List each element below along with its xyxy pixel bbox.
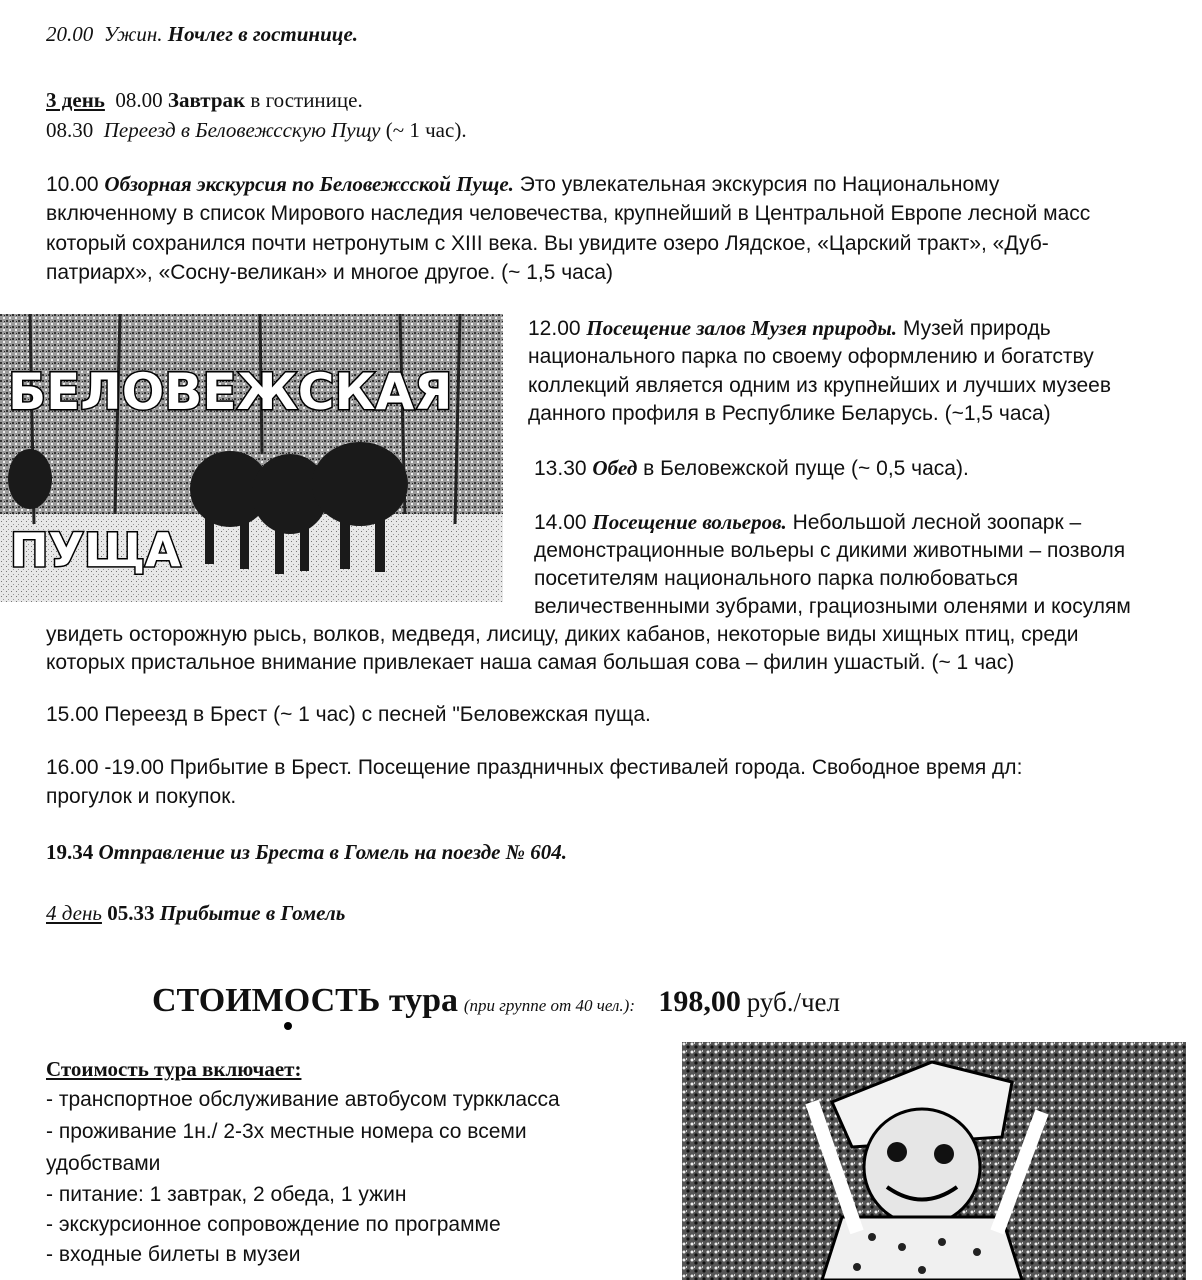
enclosures-line-1: 14.00 Посещение вольеров. Небольшой лесной зоопарк – [534,510,1082,534]
enclosures-line-6: которых пристальное внимание привлекает наша самая большая сова – филин ушастый. (~ 1 час) [46,651,1015,674]
excursion-line-4: патриарх», «Сосну-великан» и многое другое. (~ 1,5 часа) [46,261,614,284]
museum-line-3: коллекций является одним из крупнейших и лучших музеев [528,374,1112,397]
museum-line-2: национального парка по своему оформлению и богатству [528,345,1094,368]
enclosures-line-3: посетителям национального парка полюбоваться [534,567,1019,590]
train-departure-line: 19.34 Отправление из Бреста в Гомель на поезде № 604. [46,840,567,864]
includes-item: удобствами [46,1152,161,1175]
lunch-line: 13.30 Обед в Беловежской пуще (~ 0,5 часа). [534,456,969,480]
museum-line-4: данного профиля в Республике Беларусь. (~1,5 часа) [528,402,1051,425]
enclosures-line-5: увидеть осторожную рысь, волков, медведя, лисицу, диких кабанов, некоторые виды хищных птиц, среди [46,623,1079,646]
belovezhskaya-pushcha-poster [0,314,503,602]
excursion-line-2: включенному в список Мирового наследия человечества, крупнейший в Центральной Европе лесной масс [46,202,1091,225]
includes-item: - экскурсионное сопровождение по программе [46,1213,501,1236]
excursion-line-1: 10.00 Обзорная экскурсия по Беловежсской Пуще. Это увлекательная экскурсия по Национальному [46,172,1000,196]
enclosures-line-4: величественными зубрами, грациозными оленями и косулям [534,595,1131,618]
includes-item: - входные билеты в музеи [46,1243,301,1266]
arrival-brest-line-1: 16.00 -19.00 Прибытие в Брест. Посещение праздничных фестивалей города. Свободное время дл: [46,756,1023,779]
excursion-line-3: который сохранился почти нетронутым с XIII века. Вы увидите озеро Лядское, «Царский тракт», «Дуб- [46,232,1049,255]
includes-item: - транспортное обслуживание автобусом турккласса [46,1088,560,1111]
includes-heading: Стоимость тура включает: [46,1057,302,1081]
poster-title-line1: БЕЛОВЕЖСКАЯ [8,363,453,421]
poster-title-line2: ПУЩА [10,523,181,577]
museum-line-1: 12.00 Посещение залов Музея природы. Музей природь [528,316,1051,340]
price-heading: СТОИМОСТЬ тура (при группе от 40 чел.): 198,00 руб./чел [152,982,841,1019]
arrival-brest-line-2: прогулок и покупок. [46,785,237,808]
day3-transfer-line: 08.30 Переезд в Беловежсскую Пущу (~ 1 час). [46,118,467,142]
includes-item: - питание: 1 завтрак, 2 обеда, 1 ужин [46,1183,407,1206]
transfer-brest-line: 15.00 Переезд в Брест (~ 1 час) с песней "Беловежская пуща. [46,703,651,726]
festival-photo [682,1042,1186,1280]
day4-arrival-line: 4 день 05.33 Прибытие в Гомель [46,901,346,925]
day2-dinner-line: 20.00 Ужин. Ночлег в гостинице. [46,22,359,46]
includes-item: - проживание 1н./ 2-3х местные номера со всеми [46,1120,527,1143]
enclosures-line-2: демонстрационные вольеры с дикими животными – позволя [534,539,1126,562]
ink-dot [284,1022,292,1030]
day3-breakfast-line: 3 день 08.00 Завтрак в гостинице. [46,88,363,112]
